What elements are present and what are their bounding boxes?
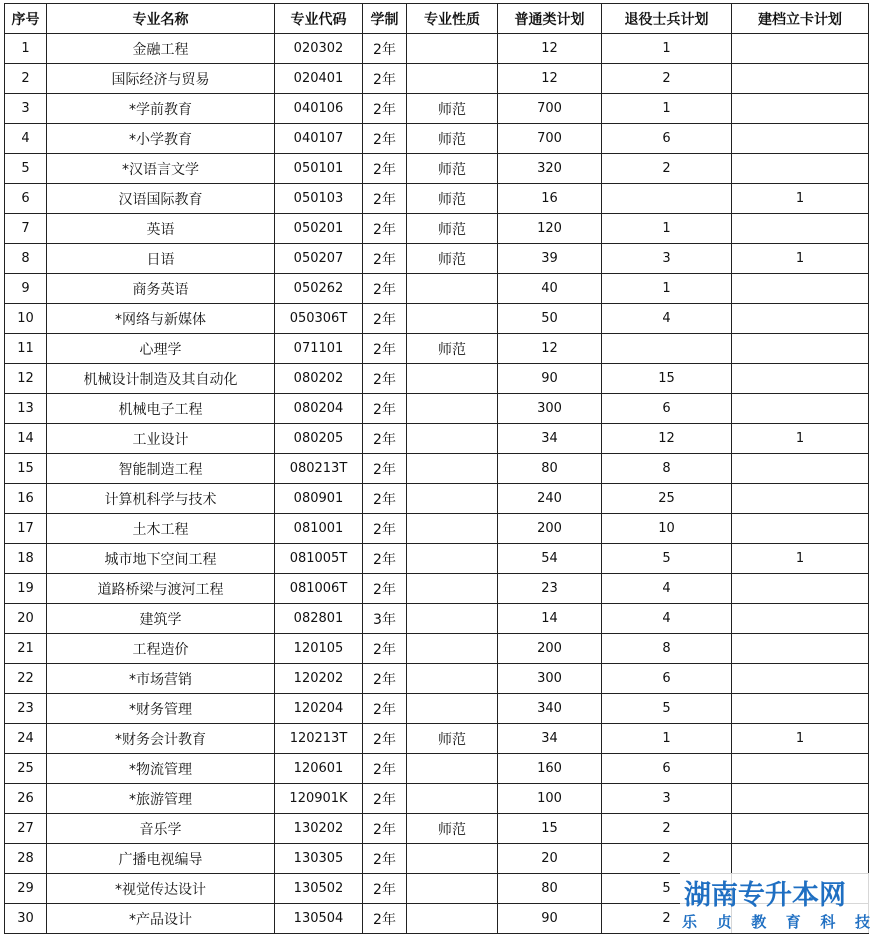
table-row: [5, 124, 869, 154]
cell-veteran-plan: 8: [602, 634, 732, 664]
cell-veteran-plan: 6: [602, 664, 732, 694]
table-row: [5, 784, 869, 814]
cell-major-name: *财务会计教育: [47, 724, 275, 754]
cell-index: 25: [5, 754, 47, 784]
cell-duration: 2年: [363, 304, 407, 334]
cell-index: 20: [5, 604, 47, 634]
cell-major-code: 082801: [275, 604, 363, 634]
cell-index: 29: [5, 874, 47, 904]
cell-poverty-plan: [732, 694, 869, 724]
cell-major-type: 师范: [407, 334, 498, 364]
cell-major-type: [407, 484, 498, 514]
cell-duration: 2年: [363, 64, 407, 94]
cell-index: 18: [5, 544, 47, 574]
cell-general-plan: 34: [498, 724, 602, 754]
cell-poverty-plan: 1: [732, 724, 869, 754]
table-row: [5, 454, 869, 484]
cell-poverty-plan: [732, 154, 869, 184]
cell-major-name: 城市地下空间工程: [47, 544, 275, 574]
cell-major-name: 机械设计制造及其自动化: [47, 364, 275, 394]
header-major-type: 专业性质: [407, 4, 498, 34]
cell-general-plan: 200: [498, 634, 602, 664]
table-row: [5, 844, 869, 874]
cell-index: 28: [5, 844, 47, 874]
table-row: [5, 544, 869, 574]
cell-poverty-plan: [732, 364, 869, 394]
watermark-char: 贞: [716, 913, 732, 931]
cell-major-name: *市场营销: [47, 664, 275, 694]
watermark-char: 乐: [682, 913, 698, 931]
cell-major-type: [407, 304, 498, 334]
cell-duration: 2年: [363, 484, 407, 514]
cell-index: 8: [5, 244, 47, 274]
cell-major-name: 土木工程: [47, 514, 275, 544]
cell-major-code: 080204: [275, 394, 363, 424]
header-duration: 学制: [363, 4, 407, 34]
table-row: [5, 604, 869, 634]
cell-veteran-plan: [602, 334, 732, 364]
table-row: [5, 484, 869, 514]
cell-major-type: 师范: [407, 184, 498, 214]
cell-duration: 2年: [363, 424, 407, 454]
cell-major-type: 师范: [407, 244, 498, 274]
cell-veteran-plan: 2: [602, 814, 732, 844]
cell-index: 22: [5, 664, 47, 694]
enrollment-plan-table: [4, 3, 869, 934]
cell-major-code: 120213T: [275, 724, 363, 754]
cell-duration: 2年: [363, 124, 407, 154]
cell-poverty-plan: [732, 784, 869, 814]
cell-major-type: [407, 634, 498, 664]
table-row: [5, 304, 869, 334]
cell-major-type: [407, 574, 498, 604]
cell-index: 12: [5, 364, 47, 394]
cell-general-plan: 90: [498, 904, 602, 934]
cell-major-name: 心理学: [47, 334, 275, 364]
cell-major-name: 建筑学: [47, 604, 275, 634]
cell-poverty-plan: [732, 484, 869, 514]
cell-veteran-plan: 1: [602, 214, 732, 244]
cell-veteran-plan: 2: [602, 844, 732, 874]
cell-general-plan: 14: [498, 604, 602, 634]
cell-poverty-plan: 1: [732, 184, 869, 214]
cell-major-code: 120202: [275, 664, 363, 694]
cell-poverty-plan: [732, 814, 869, 844]
cell-major-code: 050103: [275, 184, 363, 214]
cell-major-type: [407, 544, 498, 574]
cell-veteran-plan: 6: [602, 394, 732, 424]
cell-veteran-plan: 5: [602, 874, 732, 904]
cell-duration: 2年: [363, 754, 407, 784]
cell-veteran-plan: 2: [602, 904, 732, 934]
table-row: [5, 364, 869, 394]
cell-general-plan: 34: [498, 424, 602, 454]
header-major-code: 专业代码: [275, 4, 363, 34]
cell-veteran-plan: 12: [602, 424, 732, 454]
header-index: 序号: [5, 4, 47, 34]
cell-poverty-plan: [732, 124, 869, 154]
watermark-subtitle: [682, 911, 870, 932]
table-row: [5, 94, 869, 124]
cell-poverty-plan: [732, 604, 869, 634]
cell-major-name: *财务管理: [47, 694, 275, 724]
cell-duration: 2年: [363, 154, 407, 184]
cell-major-name: 工程造价: [47, 634, 275, 664]
cell-major-type: [407, 904, 498, 934]
cell-general-plan: 300: [498, 394, 602, 424]
header-veteran-plan: 退役士兵计划: [602, 4, 732, 34]
cell-major-type: [407, 694, 498, 724]
table-row: [5, 274, 869, 304]
cell-major-code: 050262: [275, 274, 363, 304]
cell-major-code: 080901: [275, 484, 363, 514]
cell-general-plan: 54: [498, 544, 602, 574]
watermark-logo: [680, 873, 870, 933]
cell-major-code: 080213T: [275, 454, 363, 484]
cell-major-code: 050201: [275, 214, 363, 244]
header-general-plan: 普通类计划: [498, 4, 602, 34]
table-row: [5, 334, 869, 364]
table-row: [5, 754, 869, 784]
cell-major-code: 050207: [275, 244, 363, 274]
cell-major-code: 080202: [275, 364, 363, 394]
cell-index: 11: [5, 334, 47, 364]
cell-major-code: 120901K: [275, 784, 363, 814]
cell-general-plan: 12: [498, 34, 602, 64]
cell-index: 16: [5, 484, 47, 514]
cell-major-type: [407, 784, 498, 814]
cell-major-type: 师范: [407, 214, 498, 244]
cell-general-plan: 240: [498, 484, 602, 514]
cell-major-name: 音乐学: [47, 814, 275, 844]
cell-general-plan: 12: [498, 334, 602, 364]
cell-poverty-plan: [732, 64, 869, 94]
cell-major-type: [407, 454, 498, 484]
cell-index: 17: [5, 514, 47, 544]
cell-major-name: 金融工程: [47, 34, 275, 64]
cell-major-code: 120601: [275, 754, 363, 784]
cell-major-name: 英语: [47, 214, 275, 244]
table-row: [5, 664, 869, 694]
cell-general-plan: 80: [498, 454, 602, 484]
cell-poverty-plan: 1: [732, 544, 869, 574]
cell-major-code: 130305: [275, 844, 363, 874]
cell-major-type: [407, 364, 498, 394]
cell-general-plan: 300: [498, 664, 602, 694]
cell-major-name: *物流管理: [47, 754, 275, 784]
watermark-char: 教: [751, 913, 767, 931]
cell-poverty-plan: 1: [732, 424, 869, 454]
cell-major-name: *产品设计: [47, 904, 275, 934]
table-row: [5, 694, 869, 724]
cell-general-plan: 120: [498, 214, 602, 244]
table-row: [5, 64, 869, 94]
cell-poverty-plan: [732, 274, 869, 304]
table-header-row: [5, 4, 869, 34]
cell-major-type: [407, 394, 498, 424]
cell-poverty-plan: [732, 634, 869, 664]
cell-major-name: 国际经济与贸易: [47, 64, 275, 94]
cell-major-code: 040106: [275, 94, 363, 124]
cell-major-name: *学前教育: [47, 94, 275, 124]
cell-major-type: [407, 514, 498, 544]
cell-major-name: 机械电子工程: [47, 394, 275, 424]
cell-veteran-plan: [602, 184, 732, 214]
table-row: [5, 244, 869, 274]
cell-index: 30: [5, 904, 47, 934]
cell-general-plan: 23: [498, 574, 602, 604]
cell-major-code: 020401: [275, 64, 363, 94]
cell-major-type: 师范: [407, 124, 498, 154]
cell-major-name: 广播电视编导: [47, 844, 275, 874]
cell-duration: 3年: [363, 604, 407, 634]
cell-major-type: 师范: [407, 814, 498, 844]
cell-general-plan: 340: [498, 694, 602, 724]
table-row: [5, 424, 869, 454]
cell-poverty-plan: [732, 664, 869, 694]
cell-duration: 2年: [363, 514, 407, 544]
table-row: [5, 814, 869, 844]
cell-veteran-plan: 4: [602, 304, 732, 334]
cell-index: 13: [5, 394, 47, 424]
table-body: [5, 34, 869, 934]
cell-index: 24: [5, 724, 47, 754]
cell-major-code: 080205: [275, 424, 363, 454]
cell-duration: 2年: [363, 184, 407, 214]
cell-general-plan: 50: [498, 304, 602, 334]
cell-veteran-plan: 6: [602, 754, 732, 784]
table-row: [5, 514, 869, 544]
cell-index: 21: [5, 634, 47, 664]
cell-duration: 2年: [363, 274, 407, 304]
cell-major-type: [407, 604, 498, 634]
cell-major-name: *小学教育: [47, 124, 275, 154]
cell-duration: 2年: [363, 874, 407, 904]
cell-veteran-plan: 1: [602, 724, 732, 754]
cell-poverty-plan: [732, 514, 869, 544]
cell-poverty-plan: [732, 214, 869, 244]
cell-poverty-plan: [732, 754, 869, 784]
cell-veteran-plan: 25: [602, 484, 732, 514]
cell-duration: 2年: [363, 544, 407, 574]
cell-duration: 2年: [363, 244, 407, 274]
cell-veteran-plan: 3: [602, 244, 732, 274]
cell-major-name: *网络与新媒体: [47, 304, 275, 334]
cell-major-code: 040107: [275, 124, 363, 154]
cell-index: 1: [5, 34, 47, 64]
cell-duration: 2年: [363, 454, 407, 484]
cell-duration: 2年: [363, 574, 407, 604]
cell-major-code: 130502: [275, 874, 363, 904]
cell-general-plan: 700: [498, 94, 602, 124]
cell-duration: 2年: [363, 814, 407, 844]
cell-veteran-plan: 8: [602, 454, 732, 484]
cell-index: 7: [5, 214, 47, 244]
cell-index: 5: [5, 154, 47, 184]
cell-major-type: [407, 874, 498, 904]
cell-veteran-plan: 1: [602, 274, 732, 304]
cell-index: 23: [5, 694, 47, 724]
cell-veteran-plan: 15: [602, 364, 732, 394]
cell-major-code: 120105: [275, 634, 363, 664]
cell-major-code: 130504: [275, 904, 363, 934]
cell-general-plan: 15: [498, 814, 602, 844]
cell-poverty-plan: [732, 454, 869, 484]
cell-veteran-plan: 5: [602, 694, 732, 724]
cell-index: 3: [5, 94, 47, 124]
cell-veteran-plan: 5: [602, 544, 732, 574]
table-row: [5, 154, 869, 184]
cell-poverty-plan: [732, 334, 869, 364]
watermark-char: 科: [820, 913, 836, 931]
cell-index: 6: [5, 184, 47, 214]
cell-duration: 2年: [363, 904, 407, 934]
table-row: [5, 574, 869, 604]
cell-general-plan: 40: [498, 274, 602, 304]
cell-duration: 2年: [363, 34, 407, 64]
cell-veteran-plan: 1: [602, 34, 732, 64]
cell-duration: 2年: [363, 694, 407, 724]
cell-major-type: [407, 424, 498, 454]
cell-veteran-plan: 10: [602, 514, 732, 544]
cell-veteran-plan: 4: [602, 574, 732, 604]
cell-major-code: 071101: [275, 334, 363, 364]
cell-poverty-plan: [732, 394, 869, 424]
cell-veteran-plan: 4: [602, 604, 732, 634]
cell-veteran-plan: 6: [602, 124, 732, 154]
watermark-char: 育: [785, 913, 801, 931]
watermark-title: 湖南专升本网: [684, 880, 846, 911]
cell-index: 2: [5, 64, 47, 94]
table-row: [5, 724, 869, 754]
cell-major-code: 081001: [275, 514, 363, 544]
cell-poverty-plan: 1: [732, 244, 869, 274]
cell-duration: 2年: [363, 784, 407, 814]
cell-general-plan: 100: [498, 784, 602, 814]
cell-general-plan: 320: [498, 154, 602, 184]
cell-major-type: [407, 64, 498, 94]
cell-general-plan: 16: [498, 184, 602, 214]
cell-poverty-plan: [732, 844, 869, 874]
cell-major-code: 050101: [275, 154, 363, 184]
cell-index: 9: [5, 274, 47, 304]
cell-index: 19: [5, 574, 47, 604]
cell-duration: 2年: [363, 724, 407, 754]
cell-duration: 2年: [363, 214, 407, 244]
cell-index: 27: [5, 814, 47, 844]
cell-veteran-plan: 1: [602, 94, 732, 124]
header-major-name: 专业名称: [47, 4, 275, 34]
cell-duration: 2年: [363, 664, 407, 694]
cell-general-plan: 700: [498, 124, 602, 154]
cell-index: 14: [5, 424, 47, 454]
cell-general-plan: 80: [498, 874, 602, 904]
cell-general-plan: 20: [498, 844, 602, 874]
cell-veteran-plan: 2: [602, 64, 732, 94]
cell-major-name: 计算机科学与技术: [47, 484, 275, 514]
cell-major-type: [407, 754, 498, 784]
cell-major-name: 智能制造工程: [47, 454, 275, 484]
cell-general-plan: 90: [498, 364, 602, 394]
cell-general-plan: 200: [498, 514, 602, 544]
cell-duration: 2年: [363, 334, 407, 364]
cell-major-name: *旅游管理: [47, 784, 275, 814]
cell-poverty-plan: [732, 304, 869, 334]
table-row: [5, 214, 869, 244]
cell-major-code: 020302: [275, 34, 363, 64]
cell-major-name: *视觉传达设计: [47, 874, 275, 904]
cell-major-code: 120204: [275, 694, 363, 724]
cell-major-type: [407, 664, 498, 694]
cell-poverty-plan: [732, 574, 869, 604]
cell-major-type: [407, 844, 498, 874]
cell-major-code: 050306T: [275, 304, 363, 334]
cell-poverty-plan: [732, 34, 869, 64]
cell-major-code: 130202: [275, 814, 363, 844]
cell-major-name: *汉语言文学: [47, 154, 275, 184]
cell-major-name: 汉语国际教育: [47, 184, 275, 214]
cell-major-code: 081006T: [275, 574, 363, 604]
cell-general-plan: 160: [498, 754, 602, 784]
header-poverty-plan: 建档立卡计划: [732, 4, 869, 34]
cell-index: 26: [5, 784, 47, 814]
cell-major-name: 工业设计: [47, 424, 275, 454]
cell-major-type: 师范: [407, 724, 498, 754]
cell-veteran-plan: 3: [602, 784, 732, 814]
cell-major-name: 道路桥梁与渡河工程: [47, 574, 275, 604]
cell-major-name: 商务英语: [47, 274, 275, 304]
cell-duration: 2年: [363, 844, 407, 874]
cell-veteran-plan: 2: [602, 154, 732, 184]
cell-general-plan: 12: [498, 64, 602, 94]
watermark-char: 技: [854, 913, 870, 931]
cell-major-name: 日语: [47, 244, 275, 274]
cell-duration: 2年: [363, 394, 407, 424]
cell-index: 4: [5, 124, 47, 154]
cell-major-type: [407, 274, 498, 304]
table-row: [5, 184, 869, 214]
cell-index: 10: [5, 304, 47, 334]
cell-general-plan: 39: [498, 244, 602, 274]
table-row: [5, 634, 869, 664]
cell-index: 15: [5, 454, 47, 484]
cell-duration: 2年: [363, 634, 407, 664]
cell-major-type: 师范: [407, 94, 498, 124]
cell-major-type: 师范: [407, 154, 498, 184]
table-row: [5, 34, 869, 64]
cell-poverty-plan: [732, 94, 869, 124]
table-row: [5, 394, 869, 424]
cell-duration: 2年: [363, 94, 407, 124]
cell-major-type: [407, 34, 498, 64]
cell-duration: 2年: [363, 364, 407, 394]
cell-major-code: 081005T: [275, 544, 363, 574]
